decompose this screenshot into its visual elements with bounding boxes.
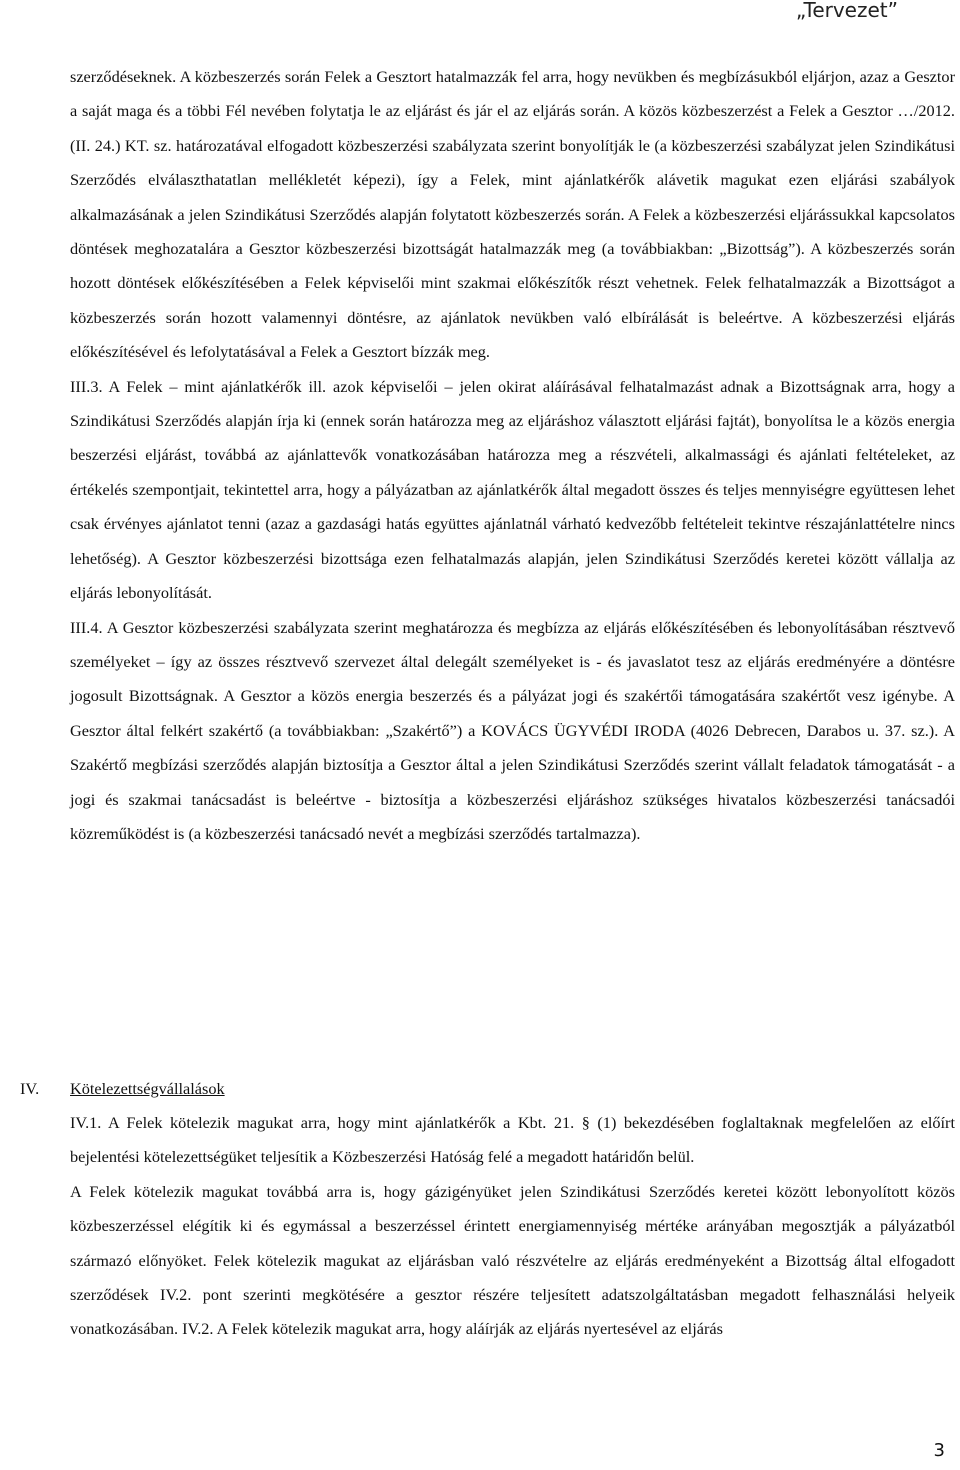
section-number: IV. xyxy=(20,1079,40,1098)
paragraph-obligations: A Felek kötelezik magukat továbbá arra is, hogy gázigényüket jelen Szindikátusi Szerződés keretei között lebonyolított közös közbeszerzéssel elégítik ki és egymással a beszerzéssel érintett energiamennyiség mértéke arányában megosztják a pályázatból származó előnyöket. Felek kötelezik magukat az eljárásban való részvételre az eljárás eredményeként a Bizottság által elfogadott szerződések IV.2. pont szerinti megkötésére a gesztor részére teljesített adatszolgáltatásban megadott felhasználási helyeik vonatkozásában. IV.2. A Felek kötelezik magukat arra, hogy aláírják az eljárás nyertesével az eljárás xyxy=(70,1181,955,1339)
page-number: 3 xyxy=(933,1440,945,1461)
body-text-top xyxy=(70,60,955,851)
paragraph-iii-3: III.3. A Felek – mint ajánlatkérők ill. azok képviselői – jelen okirat aláírásával felhatalmazást adnak a Bizottságnak arra, hogy a Szindikátusi Szerződés alapján írja ki (ennek során határozza meg az eljáráshoz választott eljárási fajtát), bonyolítsa le a közös energia beszerzési eljárást, továbbá az ajánlattevők vonatkozásában határozza meg a részvételi, alkalmassági és ajánlati feltételeket, az értékelés szempontjait, tekintettel arra, hogy a pályázatban az ajánlatkérők által megadott összes és teljes mennyiségre együttesen lehet csak érvényes ajánlatot tenni (azaz a gazdasági hatás együttes ajánlatnál várható kedvezőbb feltételeit tekintve részajánlattételre nincs lehetőség). A Gesztor közbeszerzési bizottsága ezen felhatalmazás alapján, jelen Szindikátusi Szerződés keretei között vállalja az eljárás lebonyolítását. xyxy=(70,376,955,603)
section-title: Kötelezettségvállalások xyxy=(70,1079,225,1098)
paragraph-iv-1: IV.1. A Felek kötelezik magukat arra, hogy mint ajánlatkérők a Kbt. 21. § (1) bekezdésében foglaltaknak megfelelően az előírt bejelentési kötelezettségüket teljesítik a Közbeszerzési Hatóság felé a megadott határidőn belül. xyxy=(70,1113,955,1167)
paragraph-iii-4: III.4. A Gesztor közbeszerzési szabályzata szerint meghatározza és megbízza az eljárás előkészítésében és lebonyolításában résztvevő személyeket – így az összes résztvevő szervezet által delegált személyeket is - és javaslatot tesz az eljárás eredményére a döntésre jogosult Bizottságnak. A Gesztor a közös energia beszerzés és a pályázat jogi és szakértői támogatására szakértőt vesz igénybe. A Gesztor által felkért szakértő (a továbbiakban: „Szakértő”) a KOVÁCS ÜGYVÉDI IRODA (4026 Debrecen, Darabos u. 37. sz.). A Szakértő megbízási szerződés alapján biztosítja a Gesztor által a jelen Szindikátusi Szerződés szerint vállalt feladatok támogatását - a jogi és szakmai tanácsadást is beleértve - biztosítja a közbeszerzési eljáráshoz szükséges hivatalos közbeszerzési tanácsadói közreműködést is (a közbeszerzési tanácsadó nevét a megbízási szerződés tartalmazza). xyxy=(70,617,955,843)
body-text-bottom xyxy=(70,1106,955,1347)
paragraph-scope: szerződéseknek. A közbeszerzés során Felek a Gesztort hatalmazzák fel arra, hogy nevükben és megbízásukból eljárjon, azaz a Gesztor a saját maga és a többi Fél nevében folytatja le az eljárást és jár el az eljárás során. A közös közbeszerzést a Felek a Gesztor …/2012. (II. 24.) KT. sz. határozatával elfogadott közbeszerzési szabályzata szerint bonyolítják le (a közbeszerzési szabályzat jelen Szindikátusi Szerződés elválaszthatatlan mellékletét képezi), így a Felek, mint ajánlatkérők alávetik magukat ezen eljárási szabályok alkalmazásának a jelen Szindikátusi Szerződés alapján folytatott közbeszerzés során. A Felek a közbeszerzési eljárássukkal kapcsolatos döntések meghozatalára a Gesztor közbeszerzési bizottságát hatalmazzák meg (a továbbiakban: „Bizottság”). A közbeszerzés során hozott döntések előkészítésében a Felek képviselői mint szakmai előkészítők részt vehetnek. Felek felhatalmazzák a Bizottságot a közbeszerzés során hozott valamennyi döntésre, az ajánlatok nevükben való elbírálását is beleértve. A közbeszerzési eljárás előkészítésével és lefolytatásával a Felek a Gesztort bízzák meg. xyxy=(70,67,955,362)
header-title: „Tervezet” xyxy=(795,0,898,22)
